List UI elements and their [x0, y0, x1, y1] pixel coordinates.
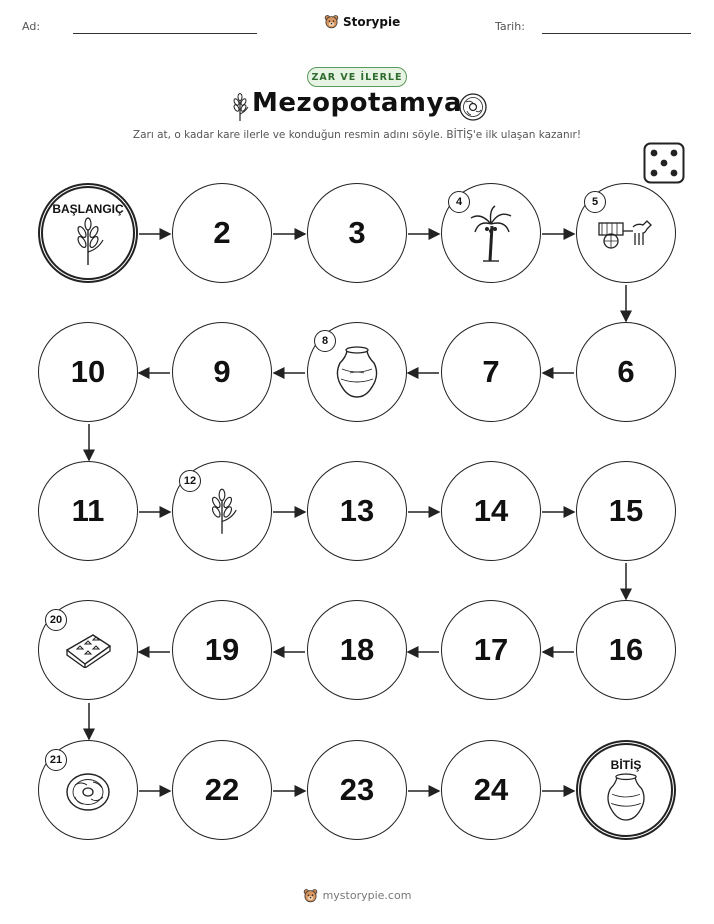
- cell-21-tag: 21: [45, 749, 67, 771]
- cell-9: 9: [172, 322, 272, 422]
- cell-4-tag: 4: [448, 191, 470, 213]
- cell-7: 7: [441, 322, 541, 422]
- clay-tablet-icon: [63, 632, 113, 668]
- cell-6: 6: [576, 322, 676, 422]
- cell-11: 11: [38, 461, 138, 561]
- wheel-icon: [63, 765, 113, 815]
- footer-url[interactable]: mystorypie.com: [322, 889, 412, 902]
- cell-12-tag: 12: [179, 470, 201, 492]
- pottery-jar-icon: [603, 772, 649, 822]
- game-type-badge: ZAR VE İLERLE: [307, 67, 407, 87]
- brand-name: Storypie: [343, 14, 401, 29]
- footer: [0, 888, 714, 903]
- cell-15: 15: [576, 461, 676, 561]
- cell-14: 14: [441, 461, 541, 561]
- cell-17: 17: [441, 600, 541, 700]
- cell-finish: [576, 740, 676, 840]
- cell-24: 24: [441, 740, 541, 840]
- finish-label: BİTİŞ: [610, 758, 642, 772]
- wheat-icon: [203, 484, 241, 538]
- cell-20-tag: 20: [45, 609, 67, 631]
- name-label: Ad:: [22, 20, 41, 33]
- cell-19: 19: [172, 600, 272, 700]
- cell-3: 3: [307, 183, 407, 283]
- cell-23: 23: [307, 740, 407, 840]
- cell-22: 22: [172, 740, 272, 840]
- cell-10: 10: [38, 322, 138, 422]
- instructions: Zarı at, o kadar kare ilerle ve konduğun resmin adını söyle. BİTİŞ'e ilk ulaşan kazanır!: [132, 129, 582, 141]
- date-label: Tarih:: [495, 20, 525, 33]
- ox-cart-icon: [597, 215, 655, 251]
- start-label: BAŞLANGIÇ: [52, 202, 124, 216]
- cell-13: 13: [307, 461, 407, 561]
- cell-8-tag: 8: [314, 330, 336, 352]
- wheat-icon: [68, 216, 108, 266]
- palm-tree-icon: [469, 204, 513, 262]
- pottery-jar-icon: [332, 345, 382, 399]
- page-title: Mezopotamya: [251, 88, 463, 118]
- cell-18: 18: [307, 600, 407, 700]
- cell-start: [38, 183, 138, 283]
- cell-16: 16: [576, 600, 676, 700]
- bear-icon: [303, 888, 318, 903]
- cell-2: 2: [172, 183, 272, 283]
- cell-5-tag: 5: [584, 191, 606, 213]
